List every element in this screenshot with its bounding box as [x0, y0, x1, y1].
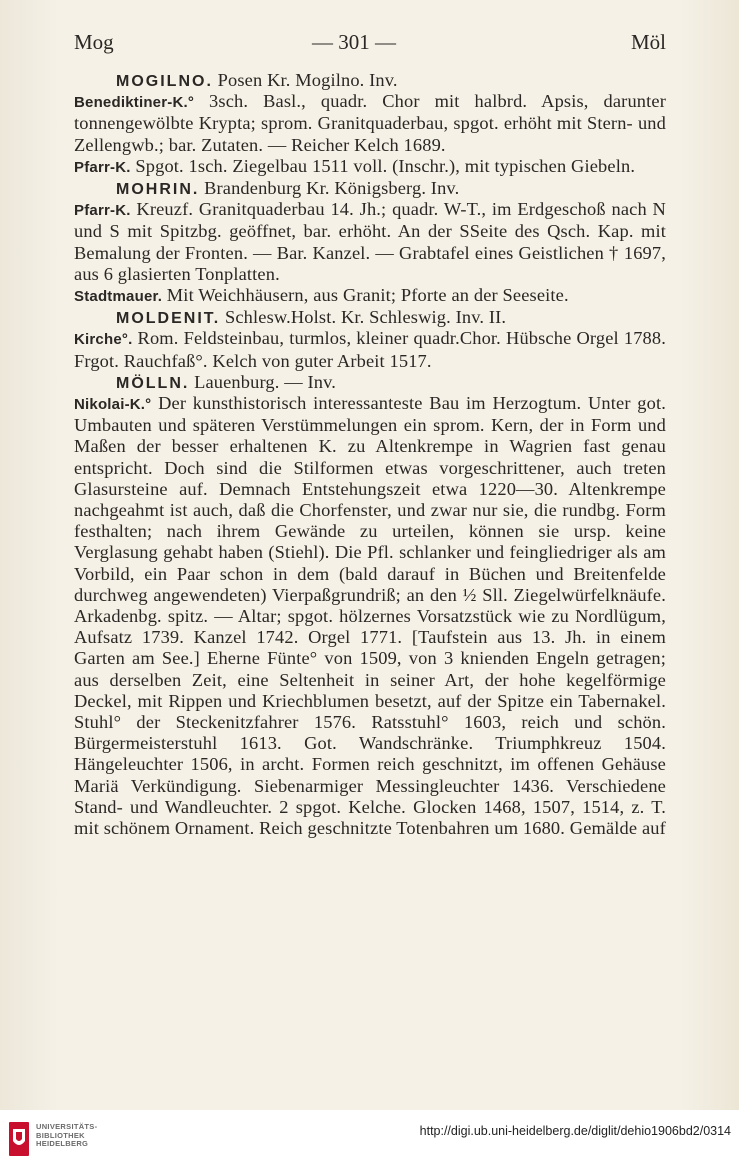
paragraph-lead: Benediktiner-K.°: [74, 94, 195, 112]
place-name: MOLDENIT.: [116, 310, 221, 328]
paragraph-text: Kreuzf. Granitquaderbau 14. Jh.; quadr. W-T., im Erdgeschoß nach N und S mit Spitzbg. geöffnet, bar. erhöht. An der SSeite des Qsch. Kap. mit Bemalung der Fronten. — Bar. Kanzel. — Grabtafel eines Geistlichen † 1697, aus 6 glasierten Tonplatten.: [74, 199, 666, 284]
place-name: MOHRIN.: [116, 181, 200, 198]
heading-region: Lauenburg. — Inv.: [189, 371, 337, 392]
paragraph-lead: Stadtmauer.: [74, 288, 163, 305]
running-head: [74, 30, 666, 58]
head-left-catchword: Mog: [74, 30, 114, 54]
entry-paragraph: [74, 199, 666, 285]
entry-paragraph: [74, 285, 666, 307]
paragraph-text: 3sch. Basl., quadr. Chor mit halbrd. Apsis, darunter tonnengewölbte Krypta; sprom. Granitquaderbau, spgot. erhöht mit Stern- und Zellengwb.; bar. Zutaten. — Reicher Kelch 1689.: [74, 91, 666, 155]
paragraph-text: Der kunsthistorisch interessanteste Bau im Herzogtum. Unter got. Umbauten und späteren Verstümmelungen ein sprom. Kern, der in Form und Maßen der besser erhaltenen K. zu Altenkrempe in Wagrien fast genau entspricht. Doch sind die Stilformen etwas vorgeschrittener, auch treten Glasursteine auf. Demnach Entstehungszeit etwa 1220—30. Altenkrempe nachgeahmt ist auch, daß die Chorfenster, und zwar nur sie, die rundbg. Form festhalten; nach ihrem Gewände zu urteilen, können sie ursp. keine Verglasung gehabt haben (Stiehl). Die Pfl. schlanker und feingliedriger als am Vorbild, ein Paar schon in dem (bald darauf in Büchen und Breitenfelde durchweg angewendeten) Vierpaßgrundriß; an den ½ Sll. Ziegelwürfelknäufe. Arkadenbg. spitz. — Altar; spgot. hölzernes Vorsatzstück wie zu Nordlügum, Aufsatz 1739. Kanzel 1742. Orgel 1771. [Taufstein aus 13. Jh. in einem Garten am See.] Eherne Fünte° von 1509, von 3 knienden Engeln getragen; aus derselben Zeit, eine Seltenheit in seiner Art, der hohe kegelförmige Deckel, mit Rippen und Kriechblumen besetzt, auf der Spitze ein Tabernakel. Stuhl° der Steckenitzfahrer 1576. Ratsstuhl° 1603, reich und schön. Bürgermeisterstuhl 1613. Got. Wandschränke. Triumphkreuz 1504. Hängeleuchter 1506, in archt. Formen reich geschnitzt, im offenen Gehäuse Mariä Verkündigung. Siebenarmiger Messingleuchter 1436. Verschiedene Stand- und Wandleuchter. 2 spgot. Kelche. Glocken 1468, 1507, 1514, z. T. mit schönem Ornament. Reich geschnitzte Totenbahren um 1680. Gemälde auf: [74, 392, 666, 839]
entry-paragraph: [74, 328, 666, 371]
paragraph-lead: Pfarr-K.: [74, 202, 131, 220]
place-name: MOGILNO.: [116, 73, 213, 90]
entry-paragraph: [74, 156, 666, 178]
logo-line: BIBLIOTHEK: [36, 1130, 85, 1140]
paragraph-lead: Nikolai-K.°: [74, 395, 152, 413]
logo-line: HEIDELBERG: [36, 1139, 89, 1148]
paragraph-text: Rom. Feldsteinbau, turmlos, kleiner quadr.Chor. Hübsche Orgel 1788. Frgot. Rauchfaß°. Kelch von guter Arbeit 1517.: [74, 328, 666, 371]
paragraph-lead: Pfarr-K.: [74, 158, 131, 176]
heading-region: Posen Kr. Mogilno. Inv.: [212, 70, 398, 90]
paragraph-text: Spgot. 1sch. Ziegelbau 1511 voll. (Inschr.), mit typischen Giebeln.: [130, 155, 636, 176]
entry-heading: [74, 178, 666, 199]
entry-paragraph: [74, 393, 666, 839]
library-logo-text: [36, 1123, 146, 1149]
logo-line: UNIVERSITÄTS-: [36, 1122, 98, 1131]
place-name: MÖLLN.: [116, 374, 190, 392]
heading-region: Brandenburg Kr. Königsberg. Inv.: [199, 178, 460, 198]
entry-paragraph: [74, 91, 666, 156]
head-right-catchword: Möl: [630, 30, 666, 54]
entry-heading: [74, 70, 666, 91]
paragraph-text: Mit Weichhäusern, aus Granit; Pforte an der Seeseite.: [162, 285, 569, 305]
digitization-footer: [0, 1110, 739, 1165]
entry-heading: [74, 307, 666, 328]
heading-region: Schlesw.Holst. Kr. Schleswig. Inv. II.: [220, 307, 507, 328]
university-seal-icon: [8, 1121, 30, 1157]
paragraph-lead: Kirche°.: [74, 331, 133, 349]
source-url-link[interactable]: http://digi.ub.uni-heidelberg.de/diglit/dehio1906bd2/0314: [419, 1124, 731, 1138]
body-text: [74, 70, 666, 839]
entry-heading: [74, 372, 666, 393]
page-number: — 301 —: [312, 30, 396, 54]
